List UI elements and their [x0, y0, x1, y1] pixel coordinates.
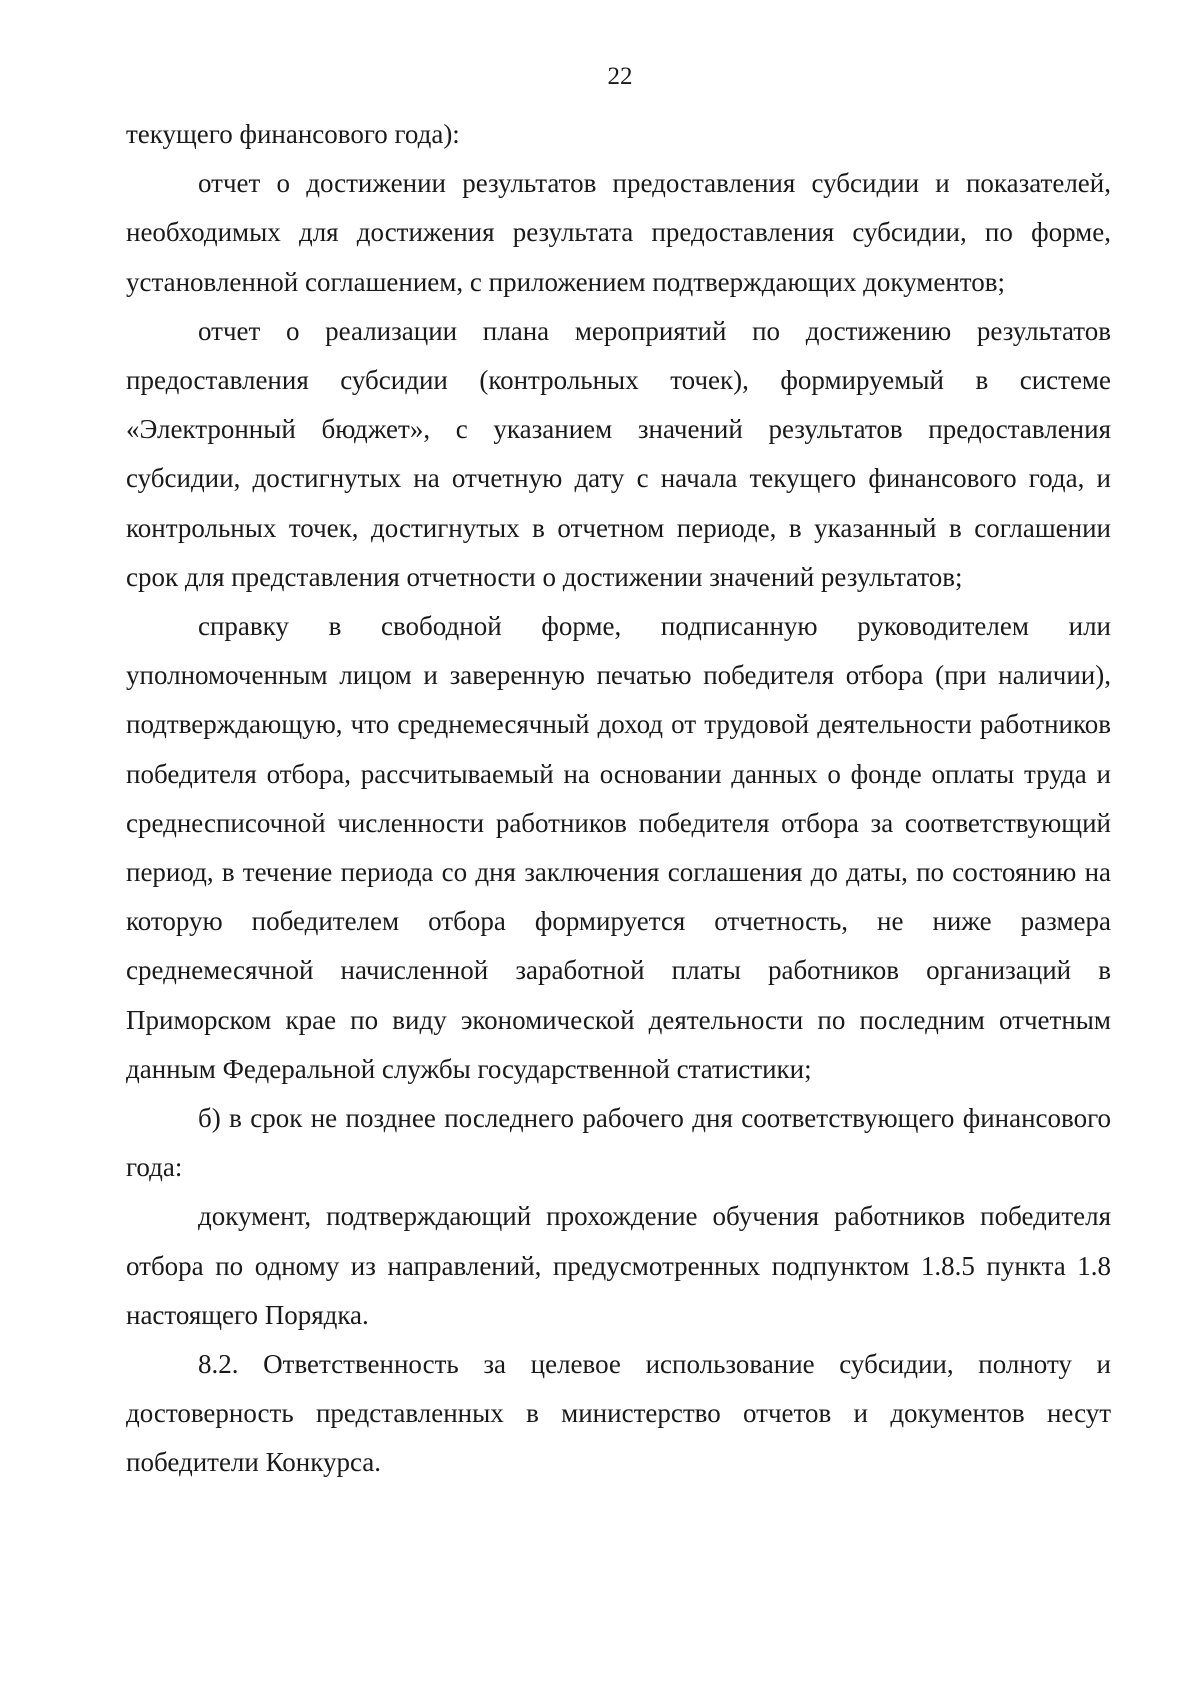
paragraph-deadline: б) в срок не позднее последнего рабочего дня соответствующего финансового года: — [126, 1103, 1111, 1183]
page-number: 22 — [607, 63, 633, 90]
paragraph-salary-certificate: справку в свободной форме, подписанную руководителем или уполномоченным лицом и заверенную печатью победителя отбора (при наличии), подтверждающую, что среднемесячный доход от трудовой деятельности работников победителя отбора, рассчитываемый на основании данных о фонде оплаты труда и среднесписочной численности работников победителя отбора за соответствующий период, в течение периода со дня заключения соглашения до даты, по состоянию на которую победителем отбора формируется отчетность, не ниже размера среднемесячной начисленной заработной платы работников организаций в Приморском крае по виду экономической деятельности по последним отчетным данным Федеральной службы государственной статистики; — [126, 611, 1111, 1084]
document-body — [126, 110, 1111, 1488]
paragraph-responsibility: 8.2. Ответственность за целевое использование субсидии, полноту и достоверность представленных в министерство отчетов и документов несут победители Конкурса. — [126, 1349, 1111, 1478]
paragraph-continuation: текущего финансового года): — [126, 119, 460, 149]
paragraph-training-document: документ, подтверждающий прохождение обучения работников победителя отбора по одному из направлений, предусмотренных подпунктом 1.8.5 пункта 1.8 настоящего Порядка. — [126, 1201, 1111, 1330]
paragraph-results-report: отчет о достижении результатов предоставления субсидии и показателей, необходимых для достижения результата предоставления субсидии, по форме, установленной соглашением, с приложением подтверждающих документов; — [126, 168, 1111, 297]
paragraph-plan-report: отчет о реализации плана мероприятий по достижению результатов предоставления субсидии (контрольных точек), формируемый в системе «Электронный бюджет», с указанием значений результатов предоставления субсидии, достигнутых на отчетную дату с начала текущего финансового года, и контрольных точек, достигнутых в отчетном периоде, в указанный в соглашении срок для представления отчетности о достижении значений результатов; — [126, 315, 1111, 592]
